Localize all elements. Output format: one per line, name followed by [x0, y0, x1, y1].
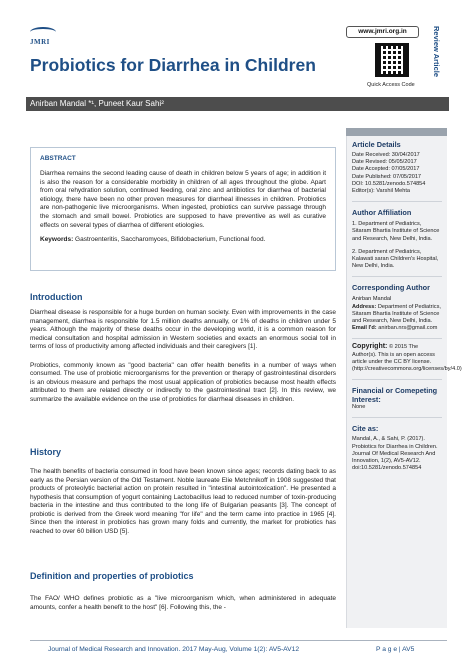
- copyright: [352, 343, 462, 373]
- email-value[interactable]: anirban.nrs@gmail.com: [378, 325, 438, 332]
- intro-heading: Introduction: [30, 292, 83, 302]
- keywords: [40, 236, 326, 245]
- article-sidebar: [346, 128, 462, 628]
- email-label: Email I'd:: [352, 325, 377, 332]
- date-received: Date Received: 30/04/2017: [352, 152, 420, 158]
- sidebar-divider: [352, 338, 442, 339]
- doi[interactable]: DOI: 10.5281/zenodo.574854: [352, 180, 426, 187]
- affiliation-heading: Author Affiliation: [352, 208, 412, 218]
- affiliation-1: 1. Department of Pediatrics, Sitaram Bhartia Institute of Science and Research, New Delhi, India.: [352, 221, 440, 242]
- copyright-text: © 2015 The Author(s). This is an open access article under the CC BY license. (http://creativecommons.org/licenses/by/4.0): [352, 344, 462, 373]
- affiliation-2: 2. Department of Pediatrics, Kalawati saran Children's Hospital, New Delhi, India.: [352, 248, 439, 270]
- cite-heading: Cite as:: [352, 424, 379, 434]
- editor: Editor(s): Varshil Mehta: [352, 188, 411, 195]
- history-paragraph: The health benefits of bacteria consumed in food have been known since ages; records dating back to as early as the Persian version of the Old Testament. Noble laureate Elie Metchnikoff in 1908 suggested that products of proteolytic bacterial action on protein resulted in "intestinal autointoxication". He presented a hypothesis that consumption of yogurt containing Lactobacillus lead to reduced number of toxin-producing bacteria in the intestine and thus contributed to the long life of Bulgarian peasants [3]. The concept of probiotic is derived from the Greek word meaning "for life" and the term came into practice in 1965 [4]. Since then the interest in probiotics has grown many folds and currently, the market for probiotics has reached to over 60 billion USD [5].: [30, 468, 336, 535]
- definition-heading: Definition and properties of probiotics: [30, 571, 194, 581]
- article-type-label: Review Article: [432, 26, 441, 77]
- intro-paragraph-1: Diarrheal disease is responsible for a huge burden on human society. Even with improvements in the case management, diarrhea is responsible for 1.5 million deaths annually, or 1% of deaths in children under 5 years. Although the majority of these deaths occur in the developing world, it is a common reason for medical consultation and hospital admission in Western societies and exacts an enormous social toll in terms of loss of productivity among affected individuals and their caregivers [1].: [30, 309, 336, 350]
- history-heading: History: [30, 447, 62, 457]
- journal-logo: [30, 27, 56, 46]
- logo-swirl-icon: [30, 27, 56, 37]
- definition-paragraph: The FAO/ WHO defines probiotic as a "live microorganism which, when administered in adequate amounts, confer a health benefit to the host" [6]. Following this, the -: [30, 595, 336, 611]
- financial-heading: Financial or Comepeting Interest:: [352, 386, 438, 405]
- financial-value: None: [352, 404, 366, 411]
- date-published: Date Published: 07/05/2017: [352, 173, 422, 180]
- section-definition: [30, 571, 336, 612]
- author-bar: Anirban Mandal *¹, Puneet Kaur Sahi²: [26, 97, 449, 111]
- address-value: Department of Pediatrics, Sitaram Bhartia Institute of Science and Research, New Delhi, India.: [352, 303, 441, 325]
- website-link[interactable]: www.jmri.org.in: [346, 26, 419, 38]
- intro-paragraph-2: Probiotics, commonly known as "good bacteria" can offer health benefits in a number of ways when consumed. The use of probiotic microorganisms for the prevention or therapy of gastrointestinal disorders is an obvious measure and perhaps the most usual application of probiotics because most health effects attributed to them are related directly or indirectly to the gastrointestinal tract [2]. In this review, we summarize the available evidence on the use of probiotics for diarrheal diseases in children.: [30, 361, 336, 403]
- corresponding-name: Anirban Mandal: [352, 296, 392, 303]
- corresponding-heading: Corresponding Author: [352, 283, 430, 293]
- keywords-value: Gastroenteritis, Saccharomyces, Bifidobacterium, Functional food.: [75, 236, 266, 244]
- section-history: [30, 447, 336, 536]
- qr-label: Quick Access Code: [367, 82, 415, 88]
- corresponding-address: [352, 304, 442, 326]
- sidebar-top-bar: [346, 128, 447, 136]
- qr-code-icon: [375, 43, 409, 77]
- copyright-label: Copyright:: [352, 343, 388, 351]
- date-accepted: Date Accepted: 07/05/2017: [352, 166, 420, 173]
- abstract-text: Diarrhea remains the second leading cause of death in children below 5 years of age; in addition it is also the reason for a considerable morbidity in children of all ages throughout the globe. Apart from oral rehydration solution, continued feeding, oral zinc and antibiotics for diarrhea of bacterial etiology, there have been no other proven measures for diarrheal illnesses in children. Probiotics are non-pathogenic live microorganisms. When ingested, probiotics can survive passage through the stomach and small bowel. Probiotics are supposed to have preventive as well as curative effects on several types of diarrhea of different etiologies.: [40, 170, 326, 229]
- sidebar-divider: [352, 276, 442, 277]
- footer-divider: [30, 640, 447, 641]
- keywords-label: Keywords:: [40, 236, 74, 244]
- page-title: Probiotics for Diarrhea in Children: [30, 55, 316, 75]
- cite-text: Mandal, A., & Sahi, P. (2017). Probiotics for Diarrhea in Children. Journal Of Medical Research And Innovation, 1(2), AV5-AV12. doi:10.5281/zenodo.574854: [352, 436, 438, 472]
- section-introduction: [30, 292, 336, 404]
- page-header: [0, 0, 474, 96]
- sidebar-divider: [352, 201, 442, 202]
- footer-page-number: P a g e | AV5: [376, 646, 415, 653]
- logo-text: JMRI: [30, 38, 50, 46]
- footer-journal: Journal of Medical Research and Innovation. 2017 May-Aug, Volume 1(2): AV5-AV12: [48, 646, 300, 653]
- address-label: Address:: [352, 303, 377, 310]
- corresponding-email: [352, 325, 442, 332]
- date-revised: Date Revised: 05/05/2017: [352, 159, 417, 166]
- article-details-heading: Article Details: [352, 140, 401, 149]
- sidebar-divider: [352, 417, 442, 418]
- abstract-heading: ABSTRACT: [40, 155, 76, 162]
- sidebar-divider: [352, 379, 442, 380]
- abstract-box: [30, 147, 336, 271]
